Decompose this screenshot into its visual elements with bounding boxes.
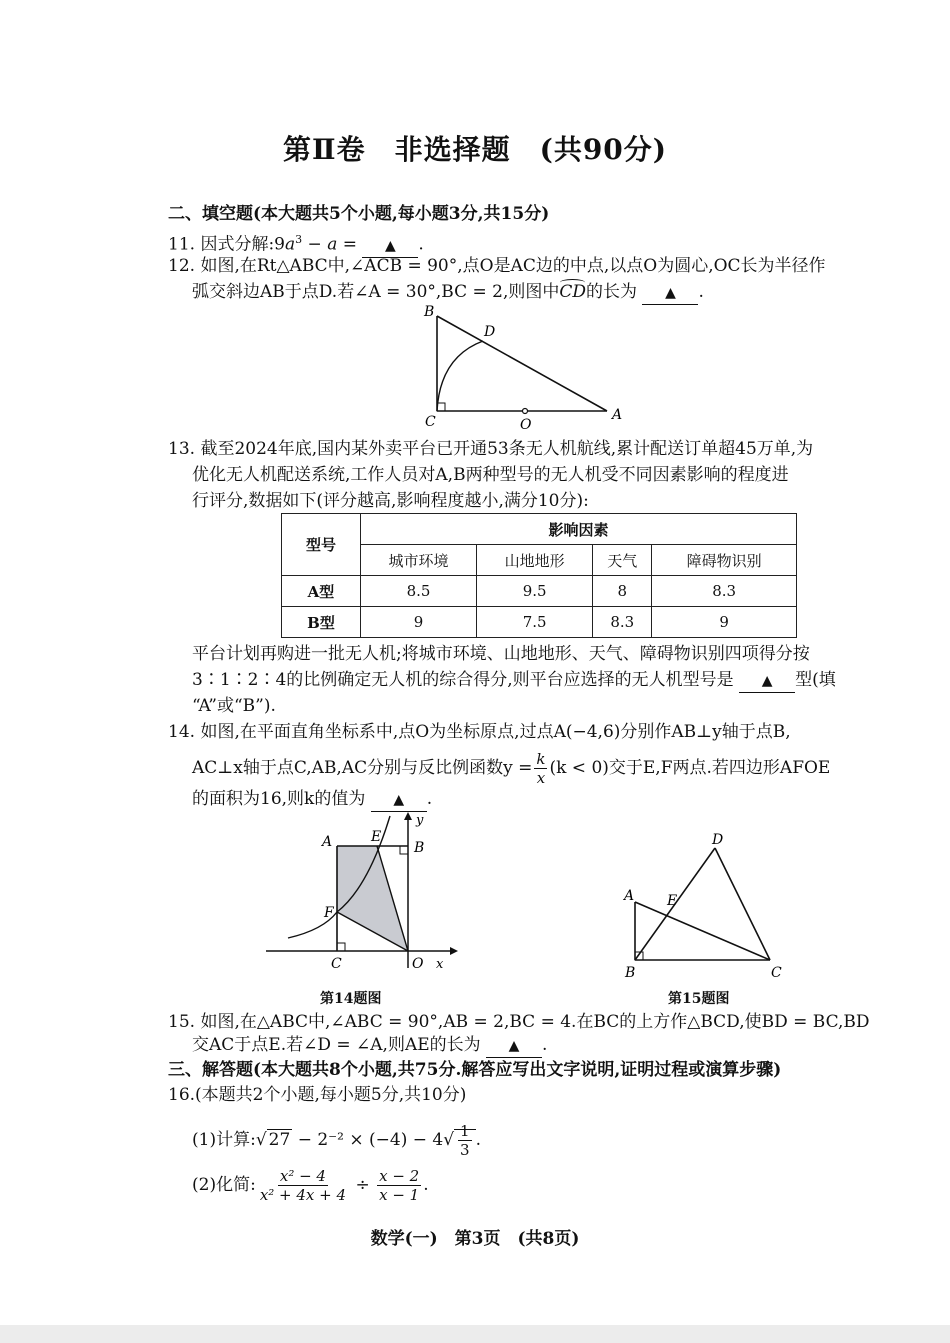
q14-line-2-suffix: (k < 0)交于E,F两点.若四边形AFOE (549, 758, 831, 778)
question-13-after-1: 平台计划再购进一批无人机;将城市环境、山地地形、天气、障碍物识别四项得分按 (192, 644, 810, 664)
label-a: A (322, 834, 333, 850)
q14-figure (258, 808, 458, 978)
table-row-label: A型 (282, 576, 361, 607)
table-cell: 8 (593, 576, 652, 607)
question-14-line-1: 14. 如图,在平面直角坐标系中,点O为坐标原点,过点A(−4,6)分别作AB⊥y轴于点B, (168, 722, 791, 742)
q16-p1-middle: − 2⁻² × (−4) − 4 (292, 1130, 444, 1150)
page-title: 第Ⅱ卷 非选择题 (共90分) (282, 133, 668, 166)
q12-text-prefix: 弧交斜边AB于点D.若∠A = 30°,BC = 2,则图中 (192, 282, 560, 302)
q15-period: . (542, 1035, 548, 1055)
label-x: x (436, 957, 444, 972)
fraction-numerator: x − 2 (379, 1167, 420, 1185)
q12-period: . (698, 282, 704, 302)
table-cell: 9 (361, 607, 477, 638)
page-bottom-shade (0, 1325, 950, 1343)
fraction-2 (377, 1167, 421, 1204)
q11-var-a2: a (327, 234, 338, 255)
right-angle-mark-b (400, 846, 408, 854)
label-c: C (425, 414, 436, 430)
triangle-marker-icon: ▲ (393, 792, 405, 808)
fraction-numerator: k (536, 750, 546, 768)
page-footer: 数学(一) 第3页 (共8页) (370, 1229, 580, 1249)
table-header-row (282, 514, 797, 545)
arc-cd (559, 281, 586, 303)
question-13-after-2 (192, 669, 836, 693)
fraction-1 (258, 1167, 348, 1204)
q12-figure (420, 302, 623, 437)
question-11 (168, 229, 424, 258)
fraction-k-over-x (534, 750, 547, 787)
label-b: B (625, 965, 636, 981)
q13-answer-blank[interactable] (739, 669, 795, 693)
label-f: F (324, 905, 334, 921)
q12-text-suffix: 的长为 (586, 282, 638, 302)
x-axis-arrow-icon (450, 947, 458, 955)
q11-text: 因式分解:9 (200, 234, 285, 255)
table-cell: 9.5 (477, 576, 593, 607)
segment-dc (715, 848, 770, 960)
score-table (281, 513, 797, 638)
q15-answer-blank[interactable] (486, 1034, 542, 1058)
section-3-header: 三、解答题(本大题共8个小题,共75分.解答应写出文字说明,证明过程或演算步骤) (168, 1060, 782, 1080)
q14-caption: 第14题图 (320, 991, 382, 1007)
label-y: y (416, 813, 424, 828)
table-cell: 7.5 (477, 607, 593, 638)
table-header-factors: 影响因素 (361, 514, 797, 545)
label-d: D (484, 324, 496, 340)
table-col-header: 城市环境 (361, 545, 477, 576)
label-c: C (331, 956, 342, 972)
question-16-part-2 (192, 1167, 429, 1204)
q13-after-2-suffix: 型(填 (795, 670, 836, 690)
label-a: A (612, 407, 623, 423)
q15-caption: 第15题图 (668, 991, 730, 1007)
table-col-header: 天气 (593, 545, 652, 576)
label-d: D (712, 832, 724, 848)
table-header-model: 型号 (282, 514, 361, 576)
sqrt-fraction (454, 1122, 476, 1159)
table-row (282, 576, 797, 607)
segment-ab (437, 316, 607, 411)
division-sign: ÷ (350, 1175, 376, 1195)
q11-number: 11. (168, 234, 196, 255)
q14-line-3-prefix: 的面积为16,则k的值为 (192, 789, 366, 809)
fraction-numerator: x² − 4 (279, 1167, 326, 1185)
q13-after-2-prefix: 3∶1∶2∶4的比例确定无人机的综合得分,则平台应选择的无人机型号是 (192, 670, 734, 690)
q11-exponent: 3 (295, 233, 303, 246)
q14-line-2-prefix: AC⊥x轴于点C,AB,AC分别与反比例函数y = (192, 758, 533, 778)
section-2-header: 二、填空题(本大题共5个小题,每小题3分,共15分) (168, 204, 550, 224)
label-b: B (424, 304, 435, 320)
triangle-marker-icon: ▲ (385, 237, 396, 254)
question-13-after-3: “A”或“B”). (192, 696, 276, 716)
q11-equals: = (337, 234, 363, 255)
label-c: C (771, 965, 782, 981)
label-o: O (520, 417, 532, 433)
table-cell: 9 (652, 607, 797, 638)
question-15-line-1: 15. 如图,在△ABC中,∠ABC = 90°,AB = 2,BC = 4.在BC的上方作△BCD,使BD = BC,BD (168, 1012, 870, 1032)
question-15-line-2 (192, 1034, 547, 1058)
q16-p1-prefix: (1)计算: (192, 1130, 256, 1150)
label-b: B (414, 840, 425, 856)
triangle-marker-icon: ▲ (665, 285, 676, 301)
q16-p2-end: . (423, 1175, 429, 1195)
q12-answer-blank[interactable] (642, 281, 698, 305)
sqrt-27: 27 (268, 1130, 291, 1150)
fraction-denominator: x − 1 (379, 1186, 420, 1204)
triangle-marker-icon: ▲ (508, 1038, 520, 1054)
triangle-marker-icon: ▲ (761, 673, 773, 689)
question-14-line-2 (192, 750, 830, 787)
q11-period: . (418, 234, 424, 255)
label-o: O (412, 956, 424, 972)
label-e: E (667, 893, 678, 909)
fraction-denominator: 3 (460, 1141, 470, 1159)
q15-figure (615, 830, 790, 982)
table-cell: 8.3 (652, 576, 797, 607)
table-cell: 8.5 (361, 576, 477, 607)
fraction-one-third (458, 1122, 472, 1159)
arc-cd-curve (437, 341, 483, 411)
fraction-denominator: x² + 4x + 4 (259, 1186, 347, 1204)
question-13-line-3: 行评分,数据如下(评分越高,影响程度越小,满分10分): (192, 491, 589, 511)
question-13-line-2: 优化无人机配送系统,工作人员对A,B两种型号的无人机受不同因素影响的程度进 (192, 465, 789, 485)
q11-var-a: a (285, 234, 296, 255)
question-12-line-1: 12. 如图,在Rt△ABC中,∠ACB = 90°,点O是AC边的中点,以点O为圆心,OC长为半径作 (168, 256, 826, 276)
fraction-denominator: x (536, 769, 546, 787)
q15-line-2-prefix: 交AC于点E.若∠D = ∠A,则AE的长为 (192, 1035, 481, 1055)
table-cell: 8.3 (593, 607, 652, 638)
question-13-line-1: 13. 截至2024年底,国内某外卖平台已开通53条无人机航线,累计配送订单超45万单,为 (168, 439, 814, 459)
question-16-line-1: 16.(本题共2个小题,每小题5分,共10分) (168, 1085, 467, 1105)
q16-p2-prefix: (2)化简: (192, 1175, 256, 1195)
label-e: E (371, 829, 382, 845)
fraction-numerator: 1 (460, 1122, 470, 1140)
question-16-part-1: (1)计算:√ 27 − 2⁻² × (−4) − 4√ $\frac{1}{3}$ . (192, 1122, 481, 1159)
arc-cd-label: CD (559, 282, 587, 302)
table-col-header: 山地地形 (477, 545, 593, 576)
point-o (523, 409, 528, 414)
q11-minus: − (302, 234, 328, 255)
q14-period: . (426, 789, 433, 809)
table-row-label: B型 (282, 607, 361, 638)
table-row (282, 607, 797, 638)
table-col-header: 障碍物识别 (652, 545, 797, 576)
right-angle-mark-c (337, 943, 345, 951)
label-a: A (624, 888, 635, 904)
y-axis-arrow-icon (404, 812, 412, 820)
q16-p1-end: . (475, 1130, 481, 1150)
